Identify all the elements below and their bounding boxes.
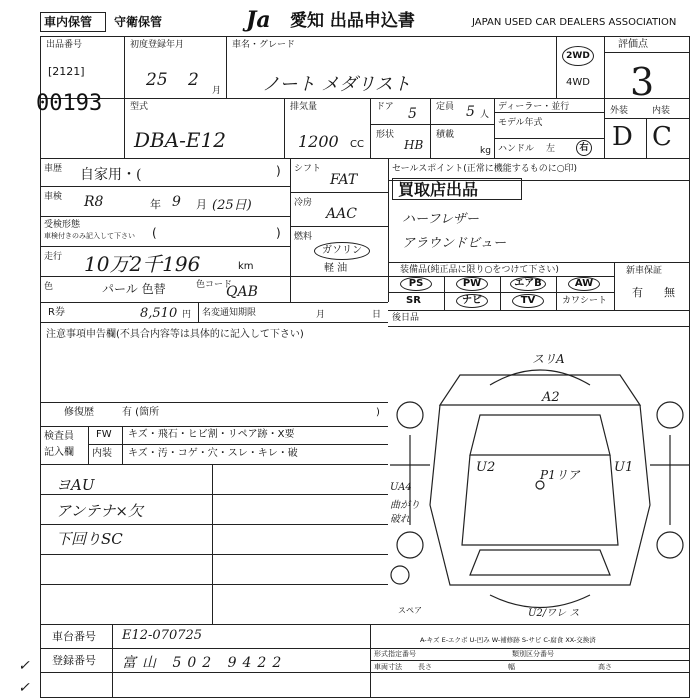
length-label: 長さ (418, 663, 432, 671)
buyer-stamp-text: 買取店出品 (398, 180, 479, 199)
displacement-value: 1200 (298, 132, 339, 151)
damage-mark-roof: P1リア (540, 468, 580, 482)
plate-number-label: 登録番号 (52, 654, 96, 667)
note-line-2: アンテナ×欠 (56, 502, 143, 520)
damage-side-note-3: 破れ (390, 514, 410, 525)
capacity-label: 定員 (436, 102, 455, 112)
lot-number: 00193 (36, 91, 103, 116)
fuel-label: 燃料 (294, 232, 313, 242)
association-logo: Ja (246, 7, 271, 33)
displacement-unit: CC (350, 139, 364, 150)
exterior-grade: D (612, 122, 633, 152)
damage-mark-top: スリA (532, 352, 565, 366)
grade-label: 評価点 (618, 39, 648, 50)
displacement-label: 排気量 (290, 102, 318, 112)
shape-label: 形状 (376, 130, 395, 140)
dealer-label: ディーラー・並行 (498, 102, 570, 112)
acceptance-label: 受検形態 (44, 220, 81, 230)
registration-year: 25 (146, 70, 168, 90)
damage-mark-right-door: U1 (614, 460, 634, 475)
color-label: 色 (44, 282, 54, 292)
capacity-value: 5 (466, 104, 475, 120)
drive-4wd: 4WD (566, 77, 590, 88)
grade-score: 3 (630, 60, 655, 104)
interior-grade: C (652, 122, 672, 152)
repair-close: ) (376, 407, 380, 418)
equipment-airbag: エアB (510, 277, 546, 291)
repair-label: 修復歴 (64, 407, 94, 418)
warranty-yes: 有 (632, 286, 643, 299)
inspector-fw-label: FW (96, 429, 112, 440)
equipment-label: 装備品(純正品に限り○をつけて下さい) (400, 265, 559, 275)
handle-label: ハンドル (498, 144, 535, 154)
equipment-leather-seat: カワシート (562, 296, 608, 306)
inspection-day: (25日) (212, 198, 252, 213)
equipment-pw: PW (456, 277, 488, 291)
tax-month: 月 (316, 310, 326, 320)
recycle-value: 8,510 (140, 306, 178, 321)
history-close: ) (276, 164, 281, 178)
shift-value: FAT (330, 172, 358, 188)
inspection-month: 9 (172, 194, 181, 210)
equipment-navi: ナビ (456, 294, 488, 308)
car-damage-diagram (390, 345, 690, 625)
sales-point-line-2: アラウンドビュー (402, 236, 507, 251)
shift-label: シフト (294, 164, 322, 174)
chassis-number: E12-070725 (122, 628, 203, 643)
equipment-aw: AW (568, 277, 600, 291)
plate-number: 富山 502 9422 (122, 655, 288, 671)
ac-label: 冷房 (294, 198, 313, 208)
inspector-fw-text: キズ・飛石・ヒビ割・リペア跡・X要 (128, 429, 295, 440)
footer-check-1: ✓ (18, 658, 30, 674)
model-label: 型式 (130, 102, 149, 112)
equipment-tv: TV (512, 294, 544, 308)
handle-left: 左 (546, 144, 556, 154)
chassis-number-label: 車台番号 (52, 630, 96, 643)
color-code-label: 色コード (196, 280, 233, 290)
model-year-label: モデル年式 (498, 118, 543, 128)
acceptance-note: 車検付きのみ記入して下さい (44, 232, 135, 240)
mileage-unit: km (238, 261, 254, 272)
form-title: 愛知 出品申込書 (290, 11, 415, 31)
color-code: QAB (226, 284, 258, 300)
load-unit: kg (480, 146, 491, 156)
inspector-label-1: 検査員 (44, 431, 74, 442)
recycle-label: R券 (48, 307, 65, 318)
damage-mark-hood: A2 (542, 390, 560, 405)
type-designation-label: 形式指定番号 (374, 650, 416, 658)
load-label: 積載 (436, 130, 455, 140)
equipment-ps: PS (400, 277, 432, 291)
inspector-interior-text: キズ・汚・コゲ・穴・スレ・キレ・破 (128, 448, 298, 459)
fuel-diesel: 軽 油 (324, 263, 348, 274)
sales-point-label: セールスポイント(正常に機能するものに○印) (392, 164, 578, 174)
history-label: 車歴 (44, 164, 63, 174)
tag-indoor-storage-label: 車内保管 (44, 15, 93, 29)
new-car-warranty-label: 新車保証 (626, 266, 663, 276)
tax-day: 日 (372, 310, 382, 320)
lot-small-number: [2121] (48, 65, 85, 78)
note-line-1: ヨAU (56, 476, 95, 494)
inspection-month-unit: 月 (196, 198, 207, 211)
handle-right-circle: 右 (576, 140, 592, 156)
first-registration-label: 初度登録年月 (130, 40, 185, 50)
damage-legend: A-キズ E-エクボ U-凹み W-補修跡 S-サビ C-腐食 XX-交換済 (420, 636, 596, 644)
inspection-year-unit: 年 (150, 198, 161, 211)
width-label: 幅 (508, 663, 515, 671)
recycle-unit: 円 (182, 310, 192, 320)
fuel-gasoline-circle: ガソリン (314, 242, 370, 260)
exterior-label: 外装 (610, 106, 629, 116)
tax-label: 名変通知期限 (202, 308, 257, 318)
history-value: 自家用・( (80, 167, 142, 183)
mileage-value: 10万2千196 (84, 252, 201, 276)
sales-point-line-1: ハーフレザー (402, 212, 479, 227)
capacity-unit: 人 (480, 110, 490, 120)
color-value: パール 色替 (102, 282, 166, 296)
doors-label: ドア (376, 102, 394, 112)
registration-month: 2 (188, 70, 199, 90)
lot-number-label: 出品番号 (46, 40, 83, 50)
registration-month-unit: 月 (212, 86, 222, 96)
interior-label: 内装 (652, 106, 671, 116)
notice-label: 注意事項申告欄(不具合内容等は具体的に記入して下さい) (46, 329, 304, 340)
equipment-sr: SR (406, 295, 421, 306)
height-label: 高さ (598, 663, 612, 671)
tag-guard-storage-label: 守衛保管 (114, 15, 163, 29)
post-notes-label: 後日品 (392, 313, 420, 323)
inspector-interior-label: 内装 (92, 448, 112, 459)
car-name-label: 車名・グレード (232, 40, 296, 50)
association-name: JAPAN USED CAR DEALERS ASSOCIATION (472, 17, 677, 28)
damage-side-note-2: 曲がり (390, 500, 420, 511)
damage-side-note-1: UA4 (390, 482, 412, 493)
doors-value: 5 (408, 106, 417, 122)
inspection-era: R8 (84, 194, 104, 210)
drive-2wd-circle: 2WD (562, 46, 594, 66)
car-name-value: ノート メダリスト (262, 74, 411, 95)
inspector-label-2: 記入欄 (44, 447, 74, 458)
ac-value: AAC (326, 206, 357, 222)
damage-mark-bottom: U2/ワレ ス (528, 608, 580, 619)
acceptance-open: ( (152, 226, 157, 240)
warranty-no: 無 (664, 286, 675, 299)
spare-tire-label: スペア (398, 606, 422, 615)
vehicle-size-label: 車両寸法 (374, 663, 402, 671)
mileage-label: 走行 (44, 252, 63, 262)
note-line-3: 下回りSC (56, 530, 123, 548)
model-value: DBA-E12 (134, 128, 226, 152)
acceptance-close: ) (276, 226, 281, 240)
footer-check-2: ✓ (18, 680, 30, 696)
damage-mark-left-door: U2 (476, 460, 496, 475)
class-number-label: 類別区分番号 (512, 650, 554, 658)
shape-value: HB (404, 138, 424, 152)
repair-value: 有 (箇所 (122, 407, 160, 418)
inspection-label: 車検 (44, 192, 63, 202)
